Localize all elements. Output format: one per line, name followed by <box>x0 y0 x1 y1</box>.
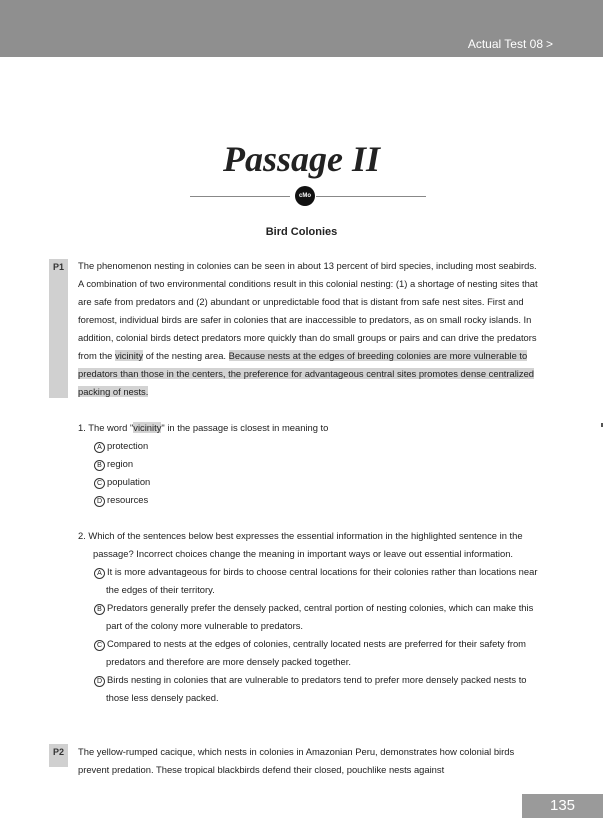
highlighted-word: vicinity <box>115 350 144 361</box>
option-letter-icon: B <box>94 460 105 471</box>
chevron-right-icon[interactable]: > <box>545 37 553 51</box>
page-number: 135 <box>522 794 603 818</box>
paragraph-tag-p1: P1 <box>49 259 68 398</box>
answer-option-b[interactable]: B Predators generally prefer the densely packed, central portion of nesting colonies, which can make this part of the colony more vulnerable to predators. <box>78 599 548 635</box>
question-1 <box>78 419 548 509</box>
breadcrumb[interactable]: Actual Test 08 <box>467 37 543 51</box>
option-letter-icon: D <box>94 496 105 507</box>
answer-option-a[interactable]: A It is more advantageous for birds to choose central locations for their colonies rather than locations near the edges of their territory. <box>78 563 548 599</box>
option-letter-icon: D <box>94 676 105 687</box>
option-letter-icon: C <box>94 640 105 651</box>
paragraph-tag-p2: P2 <box>49 744 68 767</box>
answer-option-d[interactable]: D resources <box>78 491 548 509</box>
paragraph-text: of the nesting area. <box>143 350 229 361</box>
paragraph-p1 <box>78 257 540 401</box>
page-title: Passage II <box>222 139 380 179</box>
header-bar <box>0 0 603 57</box>
highlighted-word: vicinity <box>133 422 162 433</box>
paragraph-p2: The yellow-rumped cacique, which nests in colonies in Amazonian Peru, demonstrates how colonial birds prevent predation. These tropical blackbirds defend their closed, pouchlike nests against <box>78 746 515 775</box>
option-letter-icon: C <box>94 478 105 489</box>
answer-option-a[interactable]: A protection <box>78 437 548 455</box>
divider <box>316 196 426 197</box>
option-letter-icon: B <box>94 604 105 615</box>
question-2 <box>78 527 548 707</box>
highlighted-sentence: Because nests at the edges of breeding colonies are more vulnerable to predators than those in the centers, the preference for advantageous central sites promotes dense centralized packing of nests. <box>78 350 535 397</box>
answer-option-b[interactable]: B region <box>78 455 548 473</box>
logo-icon: cMo <box>295 186 315 206</box>
divider <box>190 196 290 197</box>
paragraph-text: The phenomenon nesting in colonies can be seen in about 13 percent of bird species, including most seabirds. A combination of two environmental conditions result in this colonial nesting: (1) a shortage of nesting sites that are safe from predators and (2) abundant or unpredictable food that is distant from safe nest sites. First and foremost, individual birds are safer in colonies that are inaccessible to predators, as on small rocky islands. In addition, colonial birds detect predators more quickly than do small groups or pairs and can drive the predators from the <box>78 260 538 361</box>
question-stem: 1. The word "vicinity" in the passage is closest in meaning to <box>78 422 329 433</box>
answer-option-c[interactable]: C Compared to nests at the edges of colonies, centrally located nests are preferred for their safety from predators and therefore are more densely packed together. <box>78 635 548 671</box>
question-stem: 2. Which of the sentences below best expresses the essential information in the highlighted sentence in the passage? Incorrect choices change the meaning in important ways or leave out essential information. <box>78 530 523 559</box>
answer-option-c[interactable]: C population <box>78 473 548 491</box>
answer-option-d[interactable]: D Birds nesting in colonies that are vulnerable to predators tend to prefer more densely packed nests to those less densely packed. <box>78 671 548 707</box>
option-letter-icon: A <box>94 568 105 579</box>
option-letter-icon: A <box>94 442 105 453</box>
passage-subtitle: Bird Colonies <box>265 226 338 238</box>
